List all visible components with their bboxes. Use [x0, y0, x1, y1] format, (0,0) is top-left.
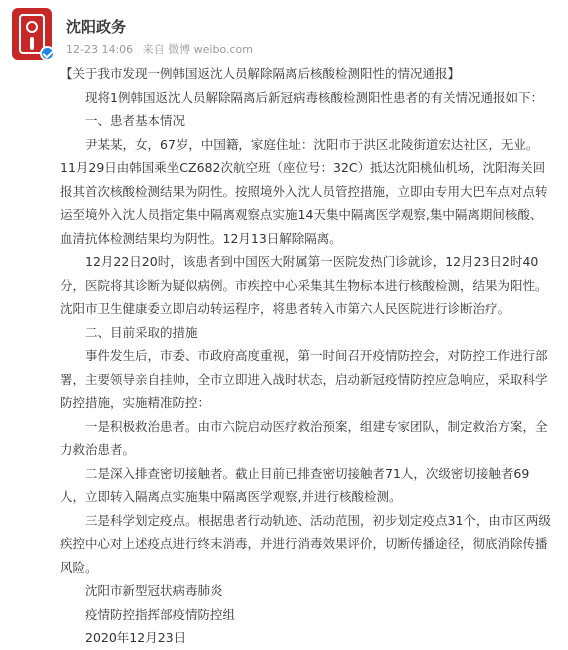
verified-badge-icon: [40, 46, 55, 61]
post-meta: [66, 41, 259, 57]
signature-date: 2020年12月23日: [85, 630, 187, 645]
signature-line-2: 疫情防控指挥部疫情防控组: [85, 606, 236, 622]
diagnosis-paragraph: 12月22日20时，该患者到中国医大附属第一医院发热门诊就诊，12月23日2时40分，医院将其诊断为疑似病例。市疾控中心采集其生物标本进行核酸检测，结果为阳性。沈阳市卫生健康委立即启动转运程序，将患者转入市第六人民医院进行诊断治疗。: [60, 254, 548, 316]
patient-info-paragraph: 尹某某，女，67岁，中国籍，家庭住址：沈阳市于洪区北陵街道宏达社区，无业。11月29日由韩国乘坐CZ682次航空班（座位号：32C）抵达沈阳桃仙机场，沈阳海关回报其首次核酸检测结果为阴性。按照境外入沈人员管控措施，立即由专用大巴车点对点转运至境外入沈人员指定集中隔离观察点实施14天集中隔离医学观察,集中隔离期间核酸、血清抗体检测结果均为阴性。12月13日解除隔离。: [60, 136, 548, 246]
post-title: 【关于我市发现一例韩国返沈人员解除隔离后核酸检测阳性的情况通报】: [60, 66, 461, 81]
section-heading-measures: 二、目前采取的措施: [85, 324, 198, 340]
measure-treatment: 一是积极救治患者。由市六院启动医疗救治预案，组建专家团队，制定救治方案，全力救治患者。: [60, 418, 548, 457]
post-time[interactable]: 12-23 14:06: [66, 43, 134, 56]
signature-line-1: 沈阳市新型冠状病毒肺炎: [85, 583, 223, 598]
section-heading-patient-info: 一、患者基本情况: [85, 113, 186, 128]
measure-outbreak-points: 三是科学划定疫点。根据患者行动轨迹、活动范围，初步划定疫点31个，由市区两级疾控中心对上述疫点进行终末消毒，并进行消毒效果评价，切断传播途径，彻底消除传播风险。: [60, 512, 551, 575]
post-intro: 现将1例韩国返沈人员解除隔离后新冠病毒核酸检测阳性患者的有关情况通报如下：: [85, 89, 543, 105]
measure-contact-tracing: 二是深入排查密切接触者。截止目前已排查密切接触者71人，次级密切接触者69人，立即转入隔离点实施集中隔离医学观察,并进行核酸检测。: [60, 465, 530, 504]
author-name[interactable]: 沈阳政务: [66, 18, 127, 36]
post-source: 来自 微博 weibo.com: [142, 43, 253, 56]
post-header: [12, 8, 556, 64]
measures-intro-paragraph: 事件发生后，市委、市政府高度重视，第一时间召开疫情防控会，对防控工作进行部署，主要领导亲自挂帅，全市立即进入战时状态，启动新冠疫情防控应急响应，采取科学防控措施，实施精准防控：: [60, 348, 548, 410]
post-body: [60, 62, 554, 650]
